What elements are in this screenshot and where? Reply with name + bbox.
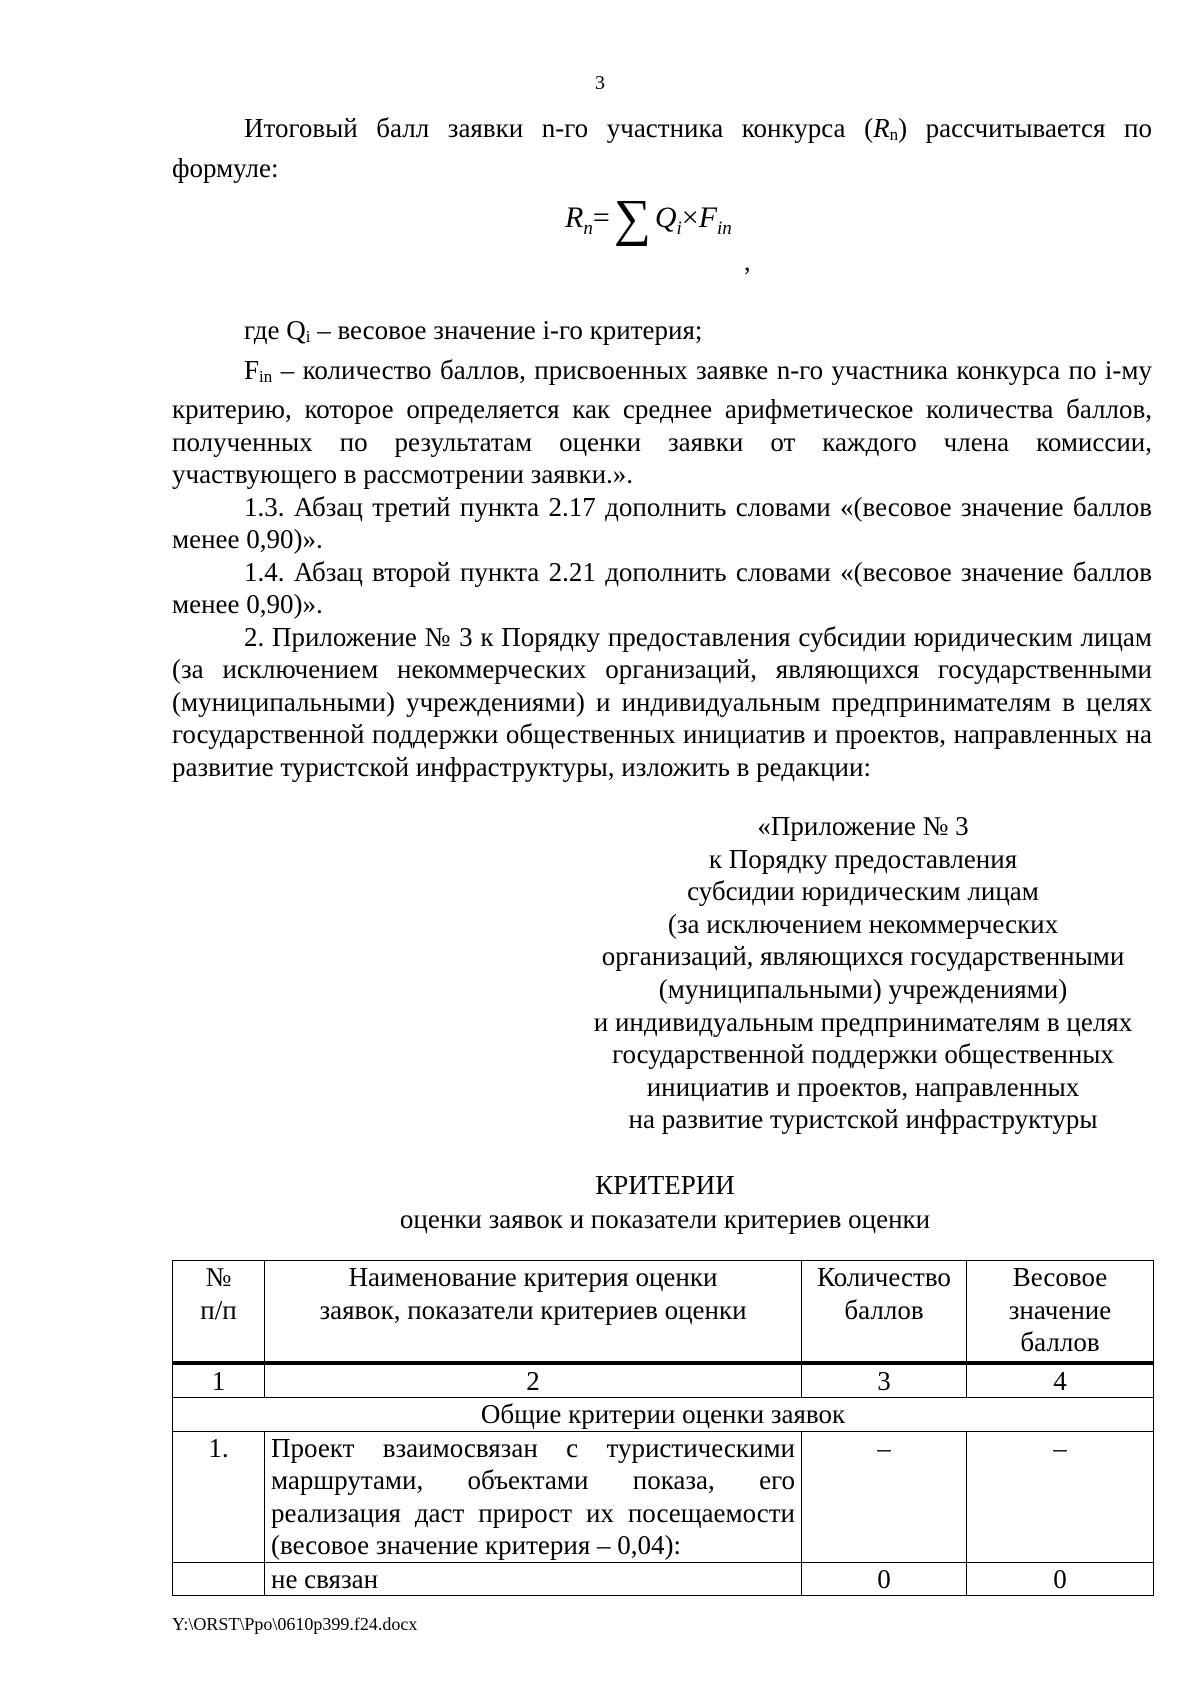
formula <box>172 184 1152 314</box>
footer-file-path: Y:\ORST\Ppo\0610p399.f24.docx <box>172 1614 418 1634</box>
text-fragment: ) рассчитывается по формуле: <box>172 113 1152 183</box>
row-number <box>173 1562 265 1596</box>
paragraph-2: 2. Приложение № 3 к Порядку предоставления субсидии юридическим лицам (за исключением некоммерческих организаций, являющихся государственными (муниципальными) учреждениями) и индивидуальным предпринимателям в целях государственной поддержки общественных инициатив и проектов, направленных на развитие туристской инфраструктуры, изложить в редакции: <box>172 621 1152 782</box>
formula-subscript-n: n <box>889 125 899 144</box>
sum-symbol: ∑ <box>613 190 651 247</box>
appendix-line: организаций, являющихся государственными <box>601 941 1125 972</box>
appendix-heading <box>568 810 1158 1136</box>
criteria-subtitle: оценки заявок и показатели критериев оценки <box>399 1204 931 1234</box>
column-number: 2 <box>265 1363 802 1398</box>
row-criterion-text: не связан <box>265 1562 802 1596</box>
row-criterion-text: Проект взаимосвязан с туристическими маршрутами, объектами показа, его реализация даст прирост их посещаемости (весовое значение критерия – 0,04): <box>265 1431 802 1562</box>
appendix-line: инициатив и проектов, направленных <box>646 1071 1080 1102</box>
paragraph-f-definition: Fin – количество баллов, присвоенных заявке n-го участника конкурса по i-му критерию, которое определяется как среднее арифметическое количества баллов, полученных по результатам оценки заявки от каждого члена комиссии, участвующего в рассмотрении заявки.». <box>172 354 1152 489</box>
page-number: 3 <box>595 72 605 94</box>
header-points: Количество баллов <box>802 1261 967 1363</box>
appendix-line: «Приложение № 3 <box>757 811 969 841</box>
appendix-line: и индивидуальным предпринимателям в целях <box>593 1006 1133 1037</box>
column-number: 4 <box>967 1363 1154 1398</box>
row-weight: 0 <box>967 1562 1154 1596</box>
column-numbers-row <box>173 1363 1154 1398</box>
appendix-line: (за исключением некоммерческих <box>667 908 1059 939</box>
paragraph-total-score <box>172 112 1152 184</box>
body-text <box>172 112 1152 783</box>
header-number: № п/п <box>173 1261 265 1363</box>
header-criterion-name: Наименование критерия оценки заявок, показатели критериев оценки <box>265 1261 802 1363</box>
header-weight: Весовое значение баллов <box>967 1261 1154 1363</box>
paragraph-q-definition: где Qi – весовое значение i-го критерия; <box>244 315 703 346</box>
column-number: 3 <box>802 1363 967 1398</box>
appendix-line: к Порядку предоставления <box>708 843 1018 874</box>
paragraph-1-3: 1.3. Абзац третий пункта 2.17 дополнить словами «(весовое значение баллов менее 0,90)». <box>172 491 1152 554</box>
row-number: 1. <box>173 1431 265 1562</box>
formula-expression: $R_n=\sum$ $Q_i\times F_{in}$ <box>565 190 732 247</box>
row-points: 0 <box>802 1562 967 1596</box>
table-header-row <box>173 1261 1154 1363</box>
criteria-table <box>172 1260 1154 1596</box>
table-row <box>173 1562 1154 1596</box>
row-weight: – <box>967 1431 1154 1562</box>
section-title: Общие критерии оценки заявок <box>173 1398 1154 1432</box>
section-row <box>173 1398 1154 1432</box>
appendix-line: (муниципальными) учреждениями) <box>658 973 1068 1004</box>
text-fragment: Итоговый балл заявки n-го участника конкурса ( <box>244 113 874 143</box>
appendix-line: субсидии юридическим лицам <box>687 876 1039 907</box>
column-number: 1 <box>173 1363 265 1398</box>
paragraph-1-4: 1.4. Абзац второй пункта 2.21 дополнить словами «(весовое значение баллов менее 0,90)». <box>172 556 1152 619</box>
formula-comma: , <box>744 247 751 276</box>
table-row <box>173 1431 1154 1562</box>
criteria-title: КРИТЕРИИ <box>595 1170 735 1200</box>
row-points: – <box>802 1431 967 1562</box>
appendix-line: государственной поддержки общественных <box>612 1039 1114 1070</box>
appendix-line: на развитие туристской инфраструктуры <box>628 1104 1098 1135</box>
formula-symbol-r: R <box>873 113 890 143</box>
